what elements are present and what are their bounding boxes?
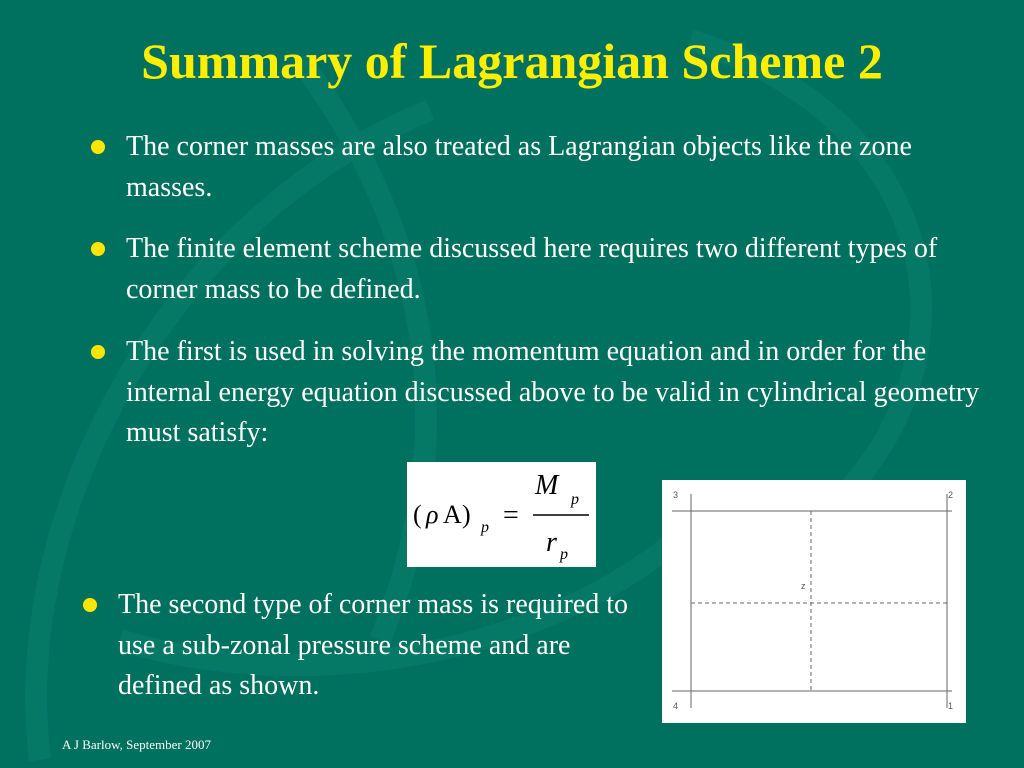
- formula-denominator-subscript: p: [560, 546, 568, 563]
- corner-label-top-left: 3: [673, 490, 679, 500]
- bullet-item: [126, 229, 986, 310]
- bullet-text: The finite element scheme discussed here requires two different types of corner mass to be defined.: [126, 233, 938, 305]
- slide-footer: A J Barlow, September 2007: [62, 737, 211, 752]
- slide-title: Summary of Lagrangian Scheme 2: [141, 33, 883, 89]
- bullet-item: [118, 585, 658, 707]
- formula-rho: ρ: [426, 500, 439, 529]
- bullet-text: The first is used in solving the momentum equation and in order for the internal energy equation discussed above to be valid in cylindrical geometry must satisfy:: [126, 336, 980, 448]
- bullet-dot-icon: [91, 242, 105, 256]
- formula-equals: =: [503, 500, 519, 531]
- formula-box: [407, 462, 596, 567]
- bullet-dot-icon: [91, 140, 105, 154]
- formula-numerator: M: [535, 470, 559, 501]
- corner-mass-formula: [407, 462, 596, 567]
- sub-zone-diagram: [662, 480, 966, 723]
- bullet-item: [126, 127, 986, 208]
- formula-denominator: r: [546, 527, 557, 558]
- zone-center-label: z: [801, 581, 806, 591]
- corner-label-top-right: 2: [948, 490, 954, 500]
- formula-area: A: [443, 500, 462, 529]
- zone-grid-diagram: [662, 480, 966, 723]
- bullet-text: The second type of corner mass is required to use a sub-zonal pressure scheme and are defined as shown.: [118, 589, 629, 701]
- bullet-dot-icon: [83, 598, 97, 612]
- formula-lhs-subscript: p: [481, 519, 489, 536]
- formula-close-paren: ): [462, 500, 471, 529]
- bullet-dot-icon: [91, 345, 105, 359]
- formula-open-paren: (: [413, 500, 422, 529]
- bullet-text: The corner masses are also treated as Lagrangian objects like the zone masses.: [126, 131, 912, 203]
- corner-label-bottom-left: 4: [673, 701, 679, 711]
- corner-label-bottom-right: 1: [948, 701, 954, 711]
- bullet-item: [126, 332, 986, 454]
- formula-numerator-subscript: p: [571, 491, 579, 508]
